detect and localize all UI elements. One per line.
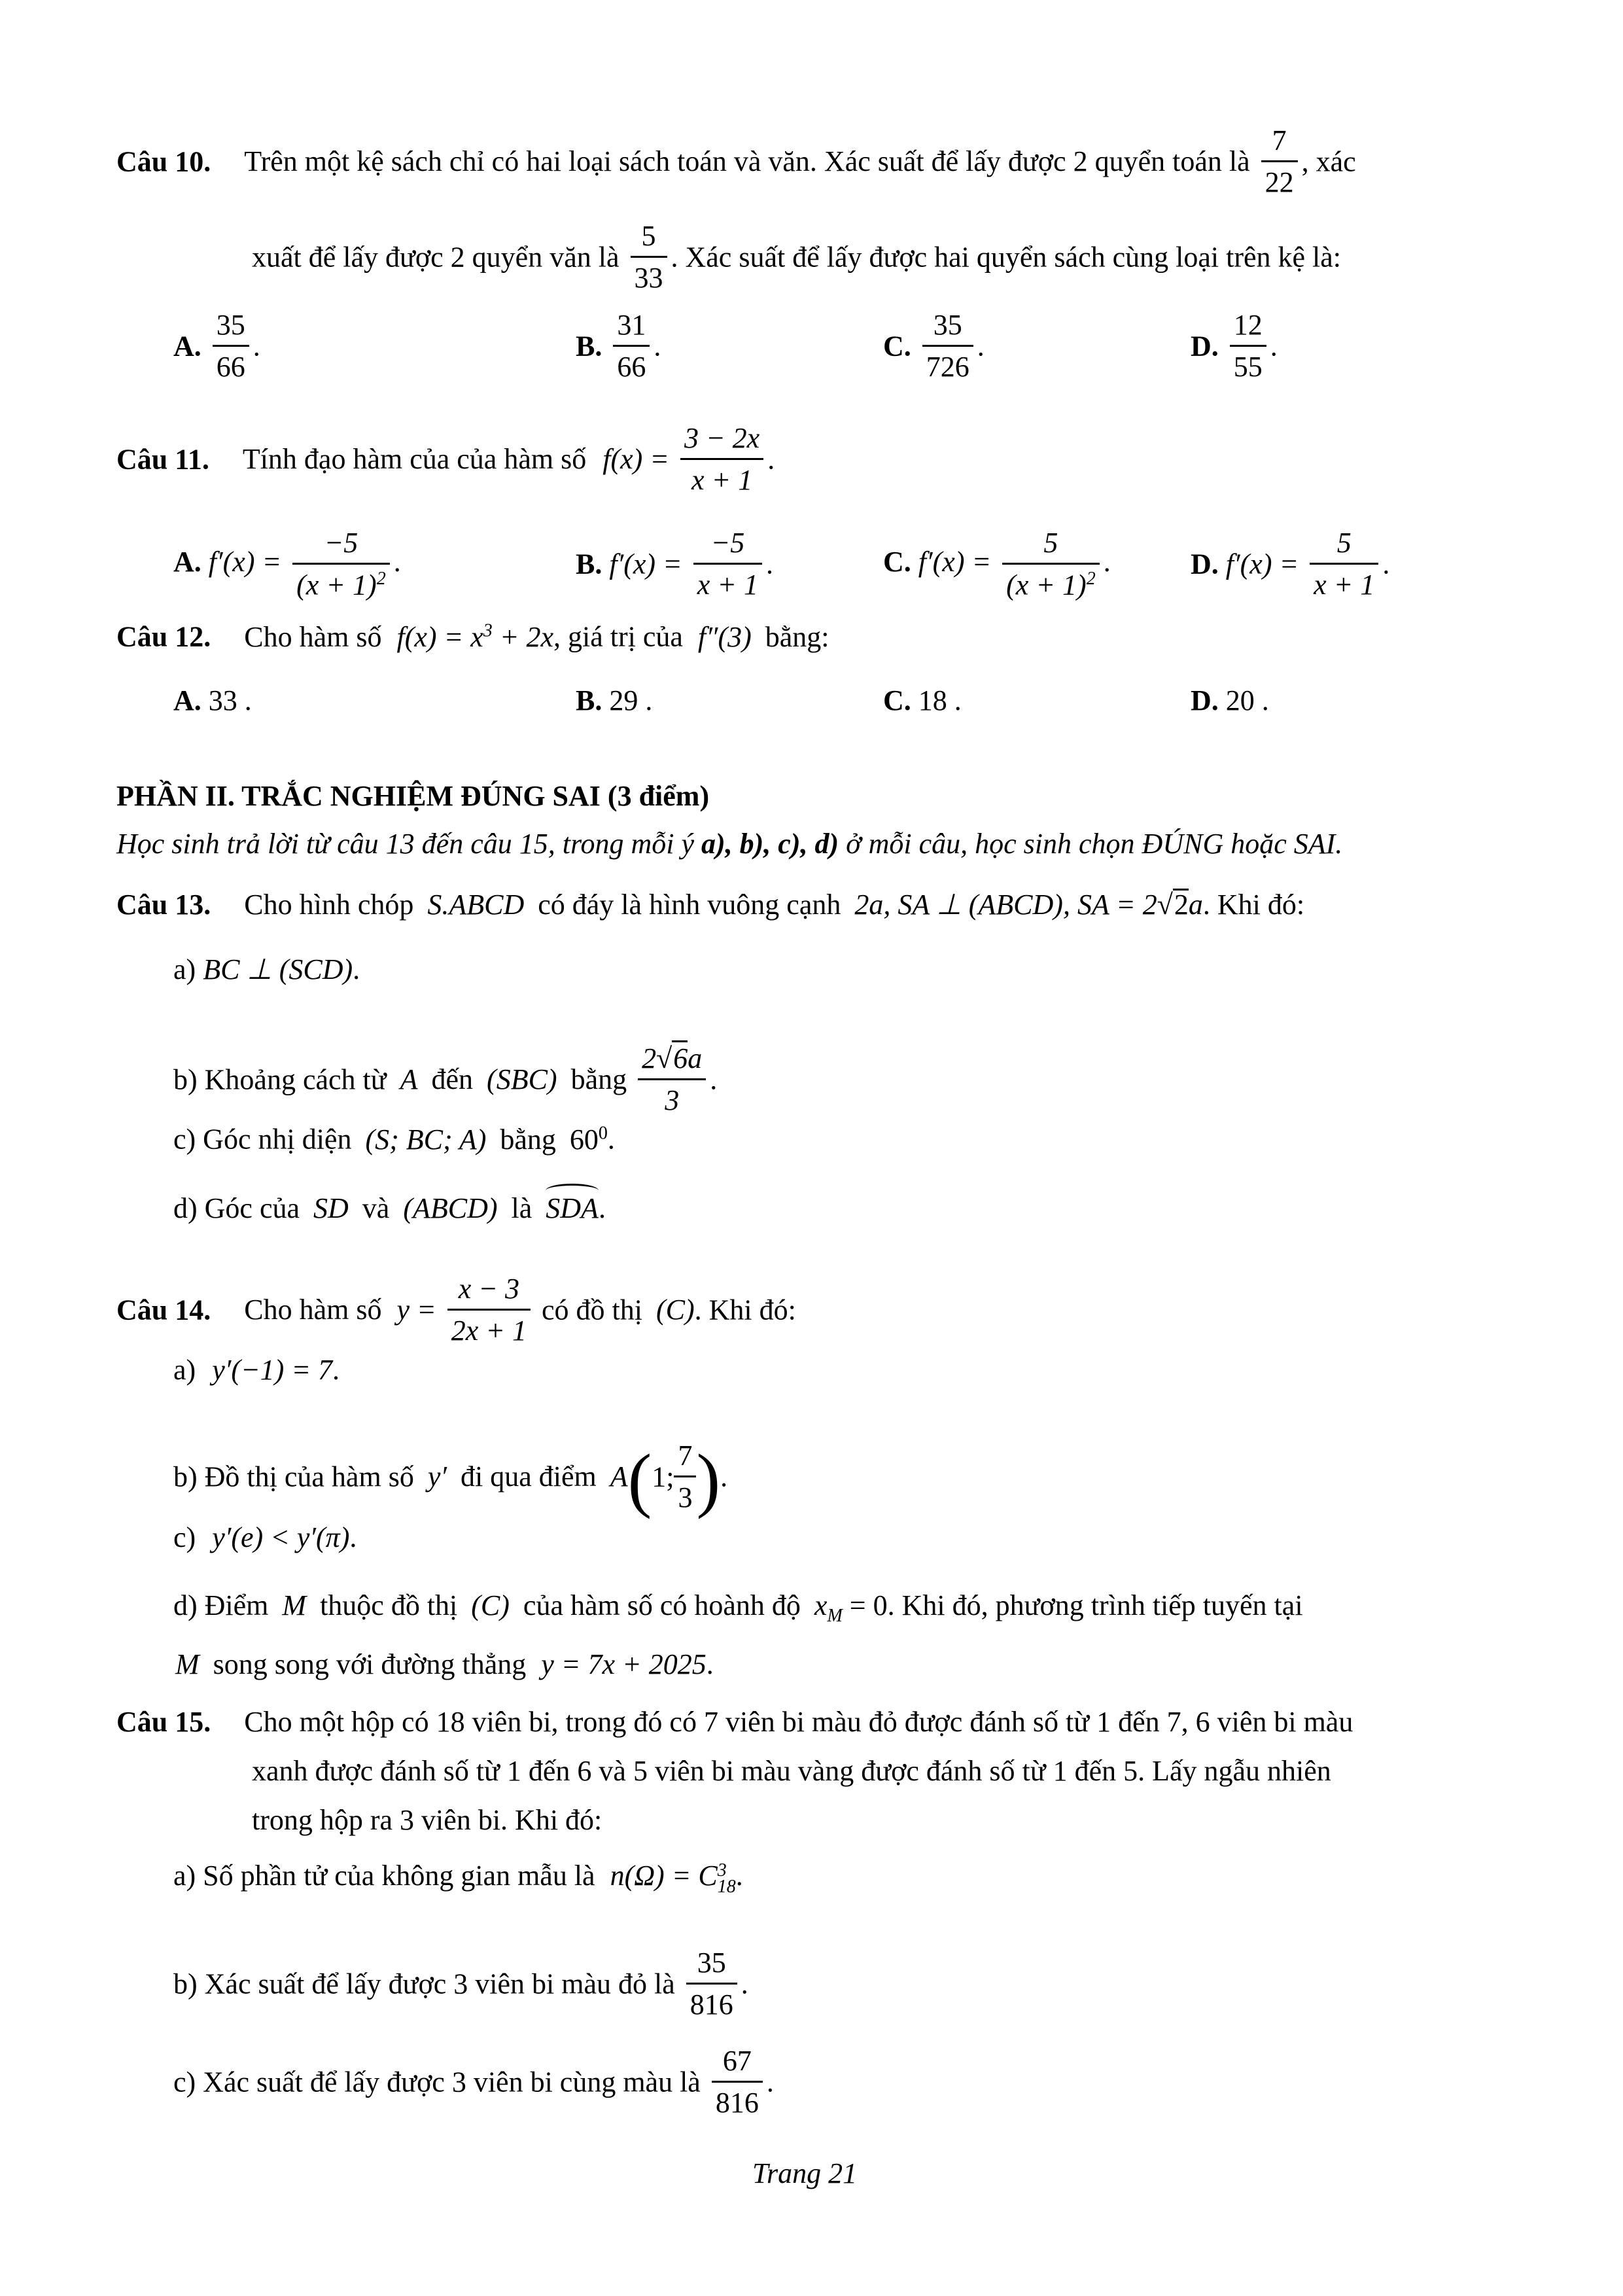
q14-d[interactable]: d) Điểm M thuộc đồ thị (C) của hàm số có hoành độ $x_M = 0$. Khi đó, phương trình tiếp tuyến tại xyxy=(173,1589,1303,1626)
q12-label: Câu 12. xyxy=(116,620,211,653)
part2-instructions: Học sinh trả lời từ câu 13 đến câu 15, trong mỗi ý a), b), c), d) ở mỗi câu, học sinh chọn ĐÚNG hoặc SAI. xyxy=(116,828,1343,860)
q10-frac1: $\frac{7}{22}$ xyxy=(1261,124,1298,199)
q14-d-line2: M song song với đường thẳng y = 7x + 2025. xyxy=(175,1648,714,1680)
q10-label: Câu 10. xyxy=(116,145,211,178)
q11-option-a[interactable]: A. f′(x) = $\frac{-5}{(x + 1)^2}$ . xyxy=(173,527,401,601)
q11-line1: Câu 11. Tính đạo hàm của của hàm số f(x) = $\frac{3 - 2x}{x + 1}$ . xyxy=(116,422,775,497)
q10-frac2: $\frac{5}{33}$ xyxy=(631,220,667,294)
q13-c[interactable]: c) Góc nhị diện (S; BC; A) bằng $60^0$. xyxy=(173,1123,615,1156)
q10-option-d[interactable]: D. $\frac{12}{55}$ . xyxy=(1191,309,1278,383)
q11-option-b[interactable]: B. f′(x) = $\frac{-5}{x + 1}$ . xyxy=(576,527,773,601)
part2-title: PHẦN II. TRẮC NGHIỆM ĐÚNG SAI (3 điểm) xyxy=(116,780,710,812)
q14-line1: Câu 14. Cho hàm số y = $\frac{x - 3}{2x + 1}$ có đồ thị (C). Khi đó: xyxy=(116,1273,796,1347)
page-number: Trang 21 xyxy=(752,2157,858,2189)
q14-c[interactable]: c) y′(e) < y′(π). xyxy=(173,1521,357,1553)
q15-a[interactable]: a) Số phần tử của không gian mẫu là n(Ω) = C 3 18 . xyxy=(173,1860,743,1897)
q13-b[interactable]: b) Khoảng cách từ A đến (SBC) bằng $\frac{2√6a}{3}$ . xyxy=(173,1040,717,1117)
q12-line1: Câu 12. Cho hàm số $f(x) = x^3 + 2x$, giá trị của f″(3) bằng: xyxy=(116,620,829,653)
q14-b[interactable]: b) Đồ thị của hàm số y′ đi qua điểm A(1; $\frac{7}{3}$ ). xyxy=(173,1439,728,1520)
q13-a[interactable]: a) BC ⊥ (SCD). xyxy=(173,953,360,985)
q14-a[interactable]: a) y′(−1) = 7. xyxy=(173,1354,340,1386)
q10-option-a[interactable]: A. $\frac{35}{66}$ . xyxy=(173,309,260,383)
q14-label: Câu 14. xyxy=(116,1294,211,1326)
q10-line1: Câu 10. Trên một kệ sách chỉ có hai loại sách toán và văn. Xác suất để lấy được 2 quyển toán là $\frac{7}{22}$ , xác xyxy=(116,124,1356,199)
q15-b[interactable]: b) Xác suất để lấy được 3 viên bi màu đỏ là $\frac{35}{816}$ . xyxy=(173,1947,748,2021)
q13-d[interactable]: d) Góc của SD và (ABCD) là SDA. xyxy=(173,1192,606,1224)
q13-label: Câu 13. xyxy=(116,889,211,921)
q11-option-d[interactable]: D. f′(x) = $\frac{5}{x + 1}$ . xyxy=(1191,527,1390,601)
q12-option-c[interactable]: C. 18 . xyxy=(883,684,962,716)
q11-option-c[interactable]: C. f′(x) = $\frac{5}{(x + 1)^2}$ . xyxy=(883,527,1111,601)
q11-label: Câu 11. xyxy=(116,443,209,476)
angle-sda: SDA xyxy=(546,1192,599,1224)
q10-line2: xuất để lấy được 2 quyển văn là $\frac{5}{33}$ . Xác suất để lấy được hai quyển sách cùng loại trên kệ là: xyxy=(252,220,1342,294)
q15-line3: trong hộp ra 3 viên bi. Khi đó: xyxy=(252,1804,602,1836)
q12-option-d[interactable]: D. 20 . xyxy=(1191,684,1269,716)
q10-option-c[interactable]: C. $\frac{35}{726}$ . xyxy=(883,309,985,383)
q10-option-b[interactable]: B. $\frac{31}{66}$ . xyxy=(576,309,661,383)
q15-c[interactable]: c) Xác suất để lấy được 3 viên bi cùng màu là $\frac{67}{816}$ . xyxy=(173,2045,774,2119)
q15-line2: xanh được đánh số từ 1 đến 6 và 5 viên bi màu vàng được đánh số từ 1 đến 5. Lấy ngẫu nhiên xyxy=(252,1755,1331,1787)
q12-option-a[interactable]: A. 33 . xyxy=(173,684,252,716)
q15-line1: Câu 15. Cho một hộp có 18 viên bi, trong đó có 7 viên bi màu đỏ được đánh số từ 1 đến 7, 6 viên bi màu xyxy=(116,1706,1353,1738)
q13-line1: Câu 13. Cho hình chóp S.ABCD có đáy là hình vuông cạnh 2a, SA ⊥ (ABCD), SA = 2√2a. Khi đó: xyxy=(116,889,1305,921)
q15-label: Câu 15. xyxy=(116,1706,211,1738)
q12-option-b[interactable]: B. 29 . xyxy=(576,684,653,716)
